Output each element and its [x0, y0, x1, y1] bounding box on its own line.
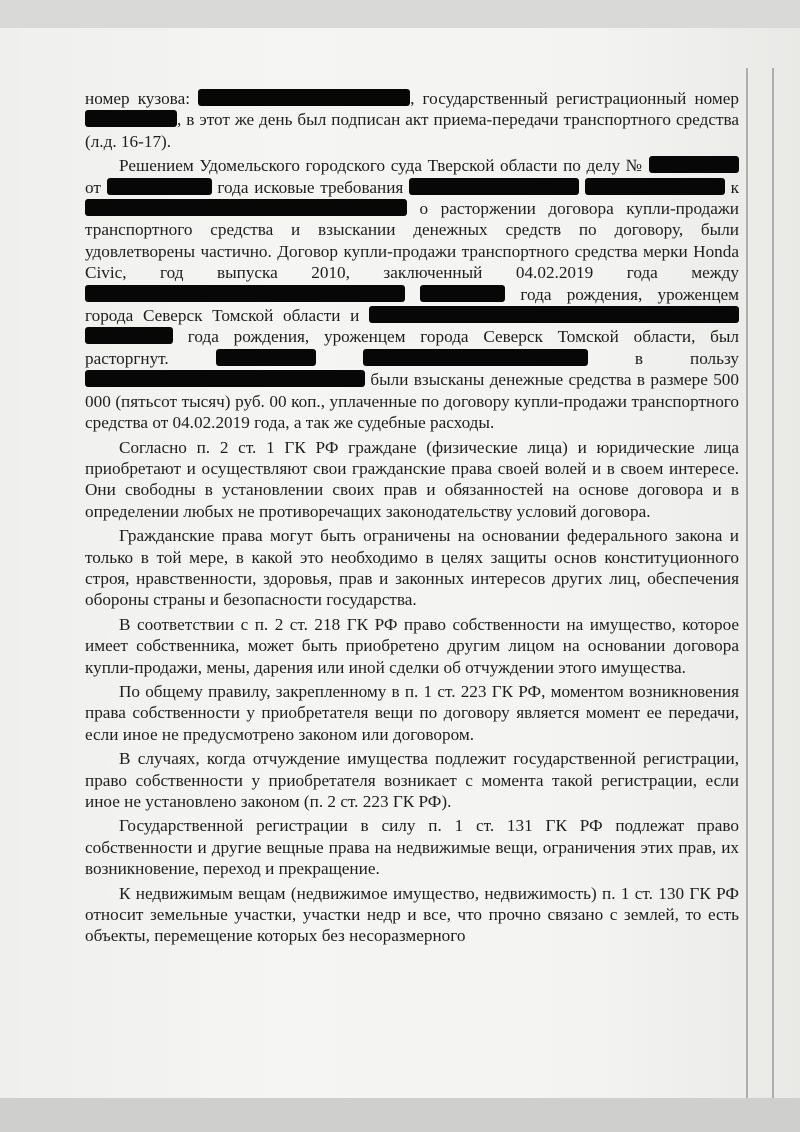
redaction-bar: [85, 199, 407, 216]
redaction-bar: [85, 327, 173, 344]
redaction-bar: [85, 370, 365, 387]
redaction-bar: [369, 306, 739, 323]
paragraph-ownership-transfer: В соответствии с п. 2 ст. 218 ГК РФ право собственности на имущество, которое имеет собственника, может быть приобретено другим лицом на основании договора купли-продажи, мены, дарения или иной сделки об отчуждении этого имущества.: [85, 614, 739, 677]
redaction-bar: [85, 110, 177, 127]
redaction-bar: [409, 178, 579, 195]
redaction-bar: [420, 285, 505, 302]
document-body: [85, 88, 739, 947]
redaction-bar: [107, 178, 212, 195]
redaction-bar: [649, 156, 739, 173]
document-page: [0, 28, 800, 1098]
paragraph-rights-limits: Гражданские права могут быть ограничены на основании федерального закона и только в той мере, в какой это необходимо в целях защиты основ конституционного строя, нравственности, здоровья, прав и законных интересов других лиц, обеспечения обороны страны и безопасности государства.: [85, 526, 739, 610]
redaction-bar: [216, 349, 316, 366]
redaction-bar: [198, 89, 410, 106]
paragraph-ownership-moment: По общему правилу, закрепленному в п. 1 ст. 223 ГК РФ, моментом возникновения права собственности у приобретателя вещи по договору является момент ее передачи, если иное не предусмотрено законом или договором.: [85, 681, 739, 744]
paragraph-registration-rights: Государственной регистрации в силу п. 1 ст. 131 ГК РФ подлежат право собственности и другие вещные права на недвижимые вещи, ограничения этих прав, их возникновение, переход и прекращение.: [85, 816, 739, 879]
redaction-bar: [85, 285, 405, 302]
paragraph-real-estate: К недвижимым вещам (недвижимое имущество, недвижимость) п. 1 ст. 130 ГК РФ относит земельные участки, участки недр и все, что прочно связано с землей, то есть объекты, перемещение которых без несоразмерного: [85, 883, 739, 946]
paragraph-civil-rights: Согласно п. 2 ст. 1 ГК РФ граждане (физические лица) и юридические лица приобретают и осуществляют свои гражданские права своей волей и в своем интересе. Они свободны в установлении своих прав и обязанностей на основе договора и в определении любых не противоречащих законодательству условий договора.: [85, 437, 739, 521]
paragraph-vehicle-body: номер кузова: , государственный регистрационный номер , в этот же день был подписан акт приема-передачи транспортного средства (л.д. 16-17).: [85, 89, 740, 151]
paragraph-state-registration: В случаях, когда отчуждение имущества подлежит государственной регистрации, право собственности у приобретателя возникает с момента такой регистрации, если иное не установлено законом (п. 2 ст. 223 ГК РФ).: [85, 749, 739, 811]
paragraph-court-decision: Решением Удомельского городского суда Тверской области по делу № от года исковые требования к о расторжении договора купли-продажи транспортного средства и взыскании денежных средств по договору, были удовлетворены частично. Договор купли-продажи транспортного средства мерки Honda Civic, год выпуска 2010, заключенный 04.02.2019 года между года рождения, уроженцем города Северск Томской области и года рождения, уроженцем города Северск Томской области, был расторгнут. в пользу были взысканы денежные средства в размере 500 000 (пятьсот тысяч) руб. 00 коп., уплаченные по договору купли-продажи транспортного средства от 04.02.2019 года, а так же судебные расходы.: [85, 156, 740, 433]
redaction-bar: [363, 349, 588, 366]
page-edge-line: [772, 68, 774, 1098]
redaction-bar: [585, 178, 725, 195]
page-edge-line: [746, 68, 748, 1098]
scan-bottom-shadow: [0, 1098, 800, 1132]
